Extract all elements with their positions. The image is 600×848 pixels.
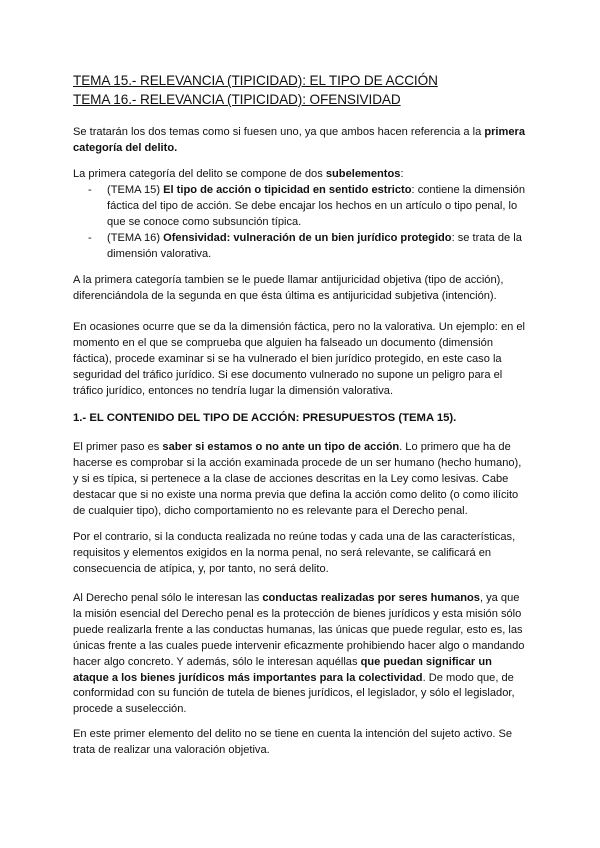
p1-bold: saber si estamos o no ante un tipo de acción	[162, 441, 400, 453]
list-item-bold: Ofensividad: vulneración de un bien jurídico protegido	[163, 231, 452, 244]
subelements-list	[88, 183, 529, 263]
p3-start: Al Derecho penal sólo le interesan las	[73, 592, 263, 604]
title-tema-15: TEMA 15.- RELEVANCIA (TIPICIDAD): EL TIPO DE ACCIÓN	[73, 73, 438, 88]
list-item-prefix: (TEMA 15)	[107, 184, 164, 196]
ejemplo-paragraph: En ocasiones ocurre que se da la dimensión fáctica, pero no la valorativa. Un ejemplo: en el momento en el que se comprueba que alguien ha falseado un documento (dimensión fáctica), procede examinar si se ha vulnerado el bien jurídico protegido, en este caso la seguridad del tráfico jurídico. Si ese documento vulnerado no supone un peligro para el tráfico jurídico, entonces no tendría lugar la dimensión valorativa.	[73, 321, 526, 397]
section-1-paragraph-4: En este primer elemento del delito no se tiene en cuenta la intención del sujeto activo. Se trata de realizar una valoración objetiva.	[73, 728, 513, 756]
elements-paragraph	[73, 167, 529, 183]
section-1-paragraph-1	[73, 440, 529, 520]
title-block	[73, 71, 553, 109]
title-tema-16: TEMA 16.- RELEVANCIA (TIPICIDAD): OFENSIVIDAD	[73, 92, 401, 107]
list-item-text: : contiene la dimensión fáctica del tipo de acción. Se debe encajar los hechos en un artículo o tipo penal, lo que se conoce como subsunción típica.	[107, 184, 526, 228]
intro-text: Se tratarán los dos temas como si fuesen uno, ya que ambos hacen referencia a la	[73, 126, 485, 138]
p3-end: . De modo que, de conformidad con su función de tutela de bienes jurídicos, el legislador, y sólo el legislador, procede a suselección.	[73, 671, 515, 716]
elements-colon: :	[400, 168, 404, 180]
list-item-bold: El tipo de acción o tipicidad en sentido estricto	[163, 184, 412, 196]
p1-start: El primer paso es	[73, 441, 163, 453]
list-dash: -	[88, 184, 92, 196]
intro-bold: primera categoría del delito.	[73, 126, 526, 154]
list-dash: -	[88, 231, 92, 244]
intro-paragraph	[73, 125, 529, 157]
elements-bold: subelementos	[325, 168, 401, 180]
elements-text: La primera categoría del delito se compone de dos	[73, 168, 326, 180]
section-1-paragraph-3	[73, 591, 529, 718]
section-1-heading: 1.- EL CONTENIDO DEL TIPO DE ACCIÓN: PRESUPUESTOS (TEMA 15).	[73, 412, 457, 424]
list-item-prefix: (TEMA 16)	[107, 231, 164, 244]
antijuricidad-paragraph: A la primera categoría tambien se le puede llamar antijuricidad objetiva (tipo de acción), diferenciándola de la segunda en que ésta última es antijuricidad subjetiva (intención).	[73, 274, 504, 302]
p3-bold-1: conductas realizadas por seres humanos	[262, 592, 480, 604]
p3-mid: , ya que la misión esencial del Derecho penal es la protección de bienes jurídicos y esta misión sólo puede realizarla frente a las conductas humanas, las únicas que puede regular, esto es, las únicas frente a las cuales puede intervenir eficazmente prohibiendo hacer algo o mandando hacer algo concreto. Y además, sólo le interesan aquéllas	[73, 592, 525, 668]
list-item-text: : se trata de la dimensión valorativa.	[107, 231, 522, 260]
list-item	[88, 231, 529, 263]
p3-bold-2: que puedan significar un ataque a los bienes jurídicos más importantes para la colectividad	[73, 655, 492, 684]
p1-end: . Lo primero que ha de hacerse es comprobar si la acción examinada procede de un ser humano (hecho humano), y si es típica, si pertenece a la clase de acciones descritas en la Ley como lesivas. Cabe destacar que si no existe una norma previa que defina la acción como delito (o como ilícito de cualquier tipo), dicho comportamiento no es relevante para el Derecho penal.	[73, 441, 522, 517]
section-1-paragraph-2: Por el contrario, si la conducta realizada no reúne todas y cada una de las características, requisitos y elementos exigidos en la norma penal, no será relevante, se calificará en consecuencia de atípica, y, por tanto, no será delito.	[73, 531, 516, 575]
list-item	[88, 183, 529, 231]
